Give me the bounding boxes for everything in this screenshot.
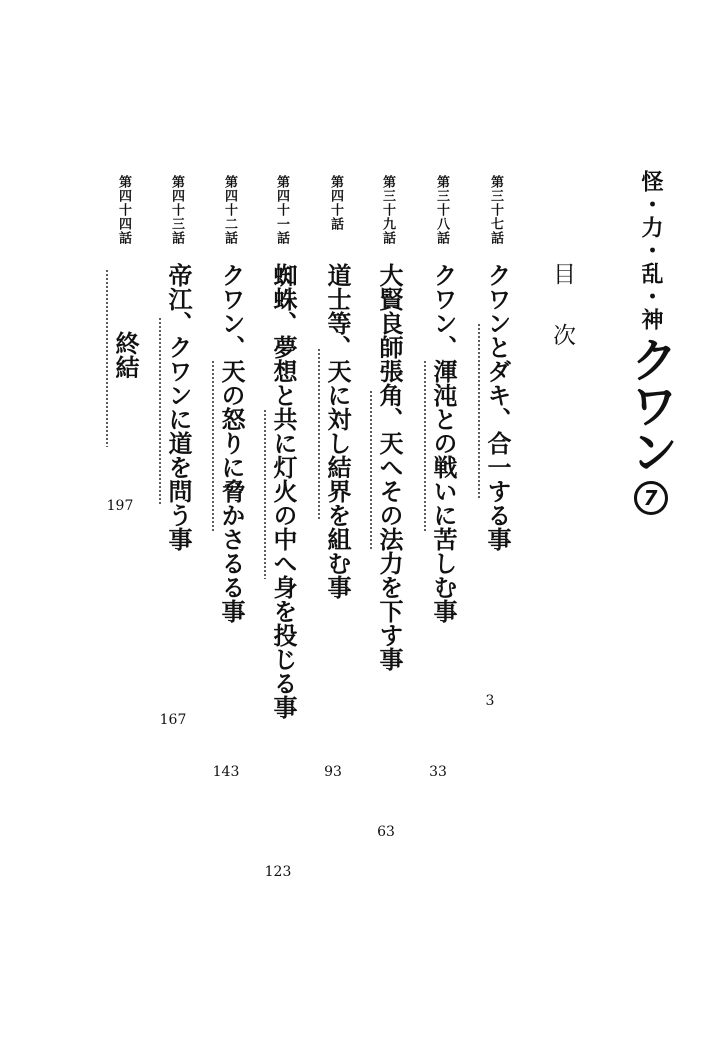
chapter-label: 第三十八話 [434,175,449,245]
chapter-title-text[interactable]: クワンとダキ、合一する事 [483,263,512,551]
dot-leader [106,269,108,447]
chapter-title[interactable] [318,263,355,599]
volume-badge: 7 [634,481,668,515]
dot-leader [264,409,266,579]
chapter-title-text[interactable]: 大賢良師張角、天へその法力を下す事 [375,263,404,671]
dot-leader [424,360,426,533]
chapter-title[interactable] [478,263,515,551]
book-title-block [616,170,685,515]
chapter-title-text[interactable]: 帝江、クワンに道を問う事 [164,263,193,551]
page-number: 33 [429,764,447,780]
page-number: 167 [159,712,187,728]
dot-leader [318,348,320,521]
dot-leader [478,323,480,498]
chapter-label: 第四十二話 [222,175,237,245]
page-number: 3 [485,693,495,709]
chapter-title[interactable] [264,263,301,719]
chapter-title[interactable] [212,263,249,623]
page-number: 143 [212,764,240,780]
chapter-label: 第三十九話 [380,175,395,245]
chapter-label: 第四十一話 [274,175,289,245]
chapter-title-text[interactable]: 終結 [111,331,140,379]
toc-heading: 目次 [549,262,575,384]
page-number: 93 [324,764,342,780]
chapter-label: 第四十話 [328,175,343,231]
page-number: 197 [106,498,134,514]
book-title: クワン [622,335,678,473]
series-name: 怪・力・乱・神 [638,170,663,331]
dot-leader [212,360,214,533]
chapter-title-text[interactable]: 蜘蛛、夢想と共に灯火の中へ身を投じる事 [269,263,298,719]
chapter-title-text[interactable]: クワン、渾沌との戦いに苦しむ事 [429,263,458,623]
dot-leader [159,317,161,504]
page-number: 63 [377,824,395,840]
page-number: 123 [264,864,292,880]
chapter-title[interactable] [424,263,461,623]
dot-leader [370,390,372,550]
chapter-title[interactable] [159,263,196,551]
chapter-title[interactable] [106,263,143,447]
chapter-label: 第三十七話 [488,175,503,245]
chapter-title-text[interactable]: 道士等、天に対し結界を組む事 [323,263,352,599]
chapter-title-text[interactable]: クワン、天の怒りに脅かさるる事 [217,263,246,623]
chapter-label: 第四十四話 [116,175,131,245]
chapter-label: 第四十三話 [169,175,184,245]
chapter-title[interactable] [370,263,407,671]
